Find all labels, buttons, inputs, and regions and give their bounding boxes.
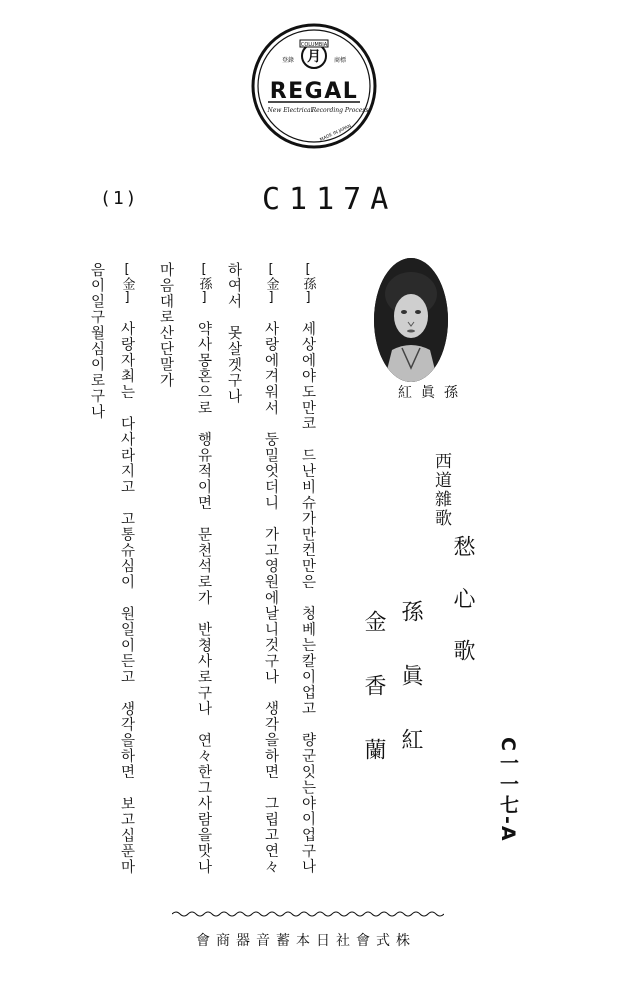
- footer-divider: [172, 905, 444, 917]
- lyric-text: 가고영원에날니것구나: [262, 526, 279, 685]
- speaker-tag: [孫]: [196, 262, 212, 305]
- lyric-text: 보고십푼마: [118, 796, 135, 875]
- lyric-line: [226, 262, 241, 404]
- lyric-line: [119, 262, 134, 875]
- lyric-text: 고통슈심이: [118, 511, 135, 590]
- lyric-text: 다사라지고: [118, 416, 135, 495]
- lyric-text: 청베는칼이업고: [299, 605, 316, 717]
- speaker-tag: [金]: [119, 262, 135, 305]
- side-code: C一一七-A: [497, 737, 519, 843]
- singer-name: 金香蘭: [361, 610, 386, 802]
- speaker-tag: [金]: [263, 262, 279, 305]
- publisher-name: 株式會社日本蓄音器商會: [196, 933, 416, 949]
- svg-text:月: 月: [307, 49, 321, 65]
- lyric-line: [300, 262, 315, 875]
- logo-sub-right: Recording Process: [311, 107, 369, 114]
- lyric-text: 행유적이면: [195, 431, 212, 511]
- logo-brand: REGAL: [269, 79, 359, 104]
- lyric-line: [196, 262, 211, 875]
- lyric-text: 그립고연々: [262, 795, 279, 875]
- regal-logo: [250, 22, 378, 150]
- lyric-text: 드난비슈가만컨만은: [299, 447, 316, 590]
- lyric-text: 약사몽혼으로: [195, 321, 212, 416]
- speaker-tag: [孫]: [300, 262, 316, 305]
- portrait-icon: [374, 258, 448, 382]
- page-number: (1): [100, 188, 139, 209]
- genre-label: 西道雜歌: [431, 452, 451, 528]
- lyric-line: [263, 262, 278, 875]
- song-title: 愁心歌: [450, 535, 475, 691]
- lyric-text: 원일이든고: [118, 606, 135, 685]
- lyric-text: 량군잇는야이업구나: [299, 732, 316, 875]
- lyric-text: 문천석로가: [195, 526, 212, 606]
- lyric-text: 하여서: [225, 262, 242, 310]
- lyric-text: 사랑자최는: [118, 321, 135, 400]
- lyric-text: 마음대로산단말가: [157, 262, 174, 389]
- lyric-text: 세상에야도만코: [299, 321, 316, 432]
- logo-small-left: 登錄: [281, 57, 295, 64]
- lyric-text: 반쳥사로구나: [195, 621, 212, 717]
- lyric-text: 음이일구월심이로구나: [88, 262, 105, 420]
- lyric-text: 못살겟구나: [225, 325, 242, 405]
- singer-name: 孫眞紅: [398, 600, 423, 792]
- lyric-text: 생각을하면: [262, 700, 279, 780]
- portrait-caption: 孫眞紅: [398, 385, 467, 401]
- logo-sub-left: New Electrical: [267, 107, 313, 114]
- logo-badge-text: COLUMBIA: [300, 42, 328, 48]
- logo-emblem-icon: [250, 22, 378, 150]
- singer-portrait: [374, 258, 448, 382]
- lyric-text: 연々한그사람을맛나: [195, 732, 212, 875]
- lyric-line: [158, 262, 173, 388]
- lyric-text: 사랑에겨워서: [262, 321, 279, 416]
- logo-small-right: 商標: [333, 57, 347, 64]
- catalog-number: C117A: [262, 182, 398, 217]
- logo-made-in: MADE IN JAPAN: [319, 124, 353, 144]
- lyric-text: 생각을하면: [118, 701, 135, 780]
- lyric-text: 둥밀엇더니: [262, 431, 279, 511]
- lyric-line: [89, 262, 104, 420]
